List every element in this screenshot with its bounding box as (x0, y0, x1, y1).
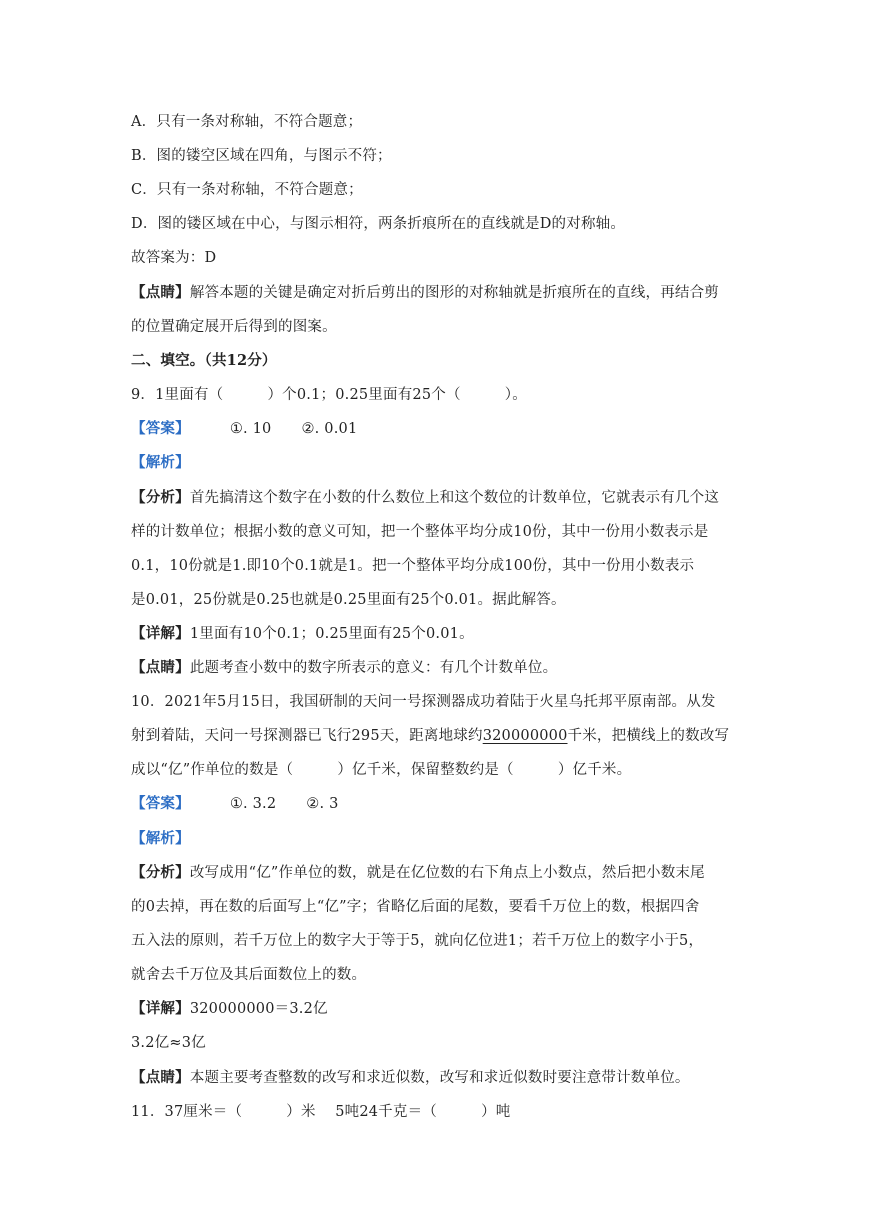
dianjing-tag: 【点睛】 (131, 284, 190, 301)
answer-1: ①. 3.2 (229, 796, 277, 812)
answer-tag: 【答案】 (131, 795, 190, 812)
q9-fenxi-line-3: 0.1，10份就是1.即10个0.1就是1。把一个整体平均分成100份，其中一份用小数表示 (131, 558, 695, 574)
option-c: C．只有一条对称轴，不符合题意； (131, 182, 363, 198)
question-text: 射到着陆，天问一号探测器已飞行295天，距离地球约 (131, 728, 483, 744)
fenxi-text: 首先搞清这个数字在小数的什么数位上和这个数位的计数单位，它就表示有几个这 (189, 490, 720, 506)
option-a: A．只有一条对称轴，不符合题意； (131, 114, 363, 130)
dianjing-text: 解答本题的关键是确定对折后剪出的图形的对称轴就是折痕所在的直线，再结合剪 (189, 285, 720, 301)
answer-1: ①. 10 (229, 421, 272, 437)
fenxi-tag: 【分析】 (131, 864, 190, 881)
q9-question: 9．1里面有（ ）个0.1；0.25里面有25个（ ）。 (131, 387, 527, 403)
q9-fenxi-line-1 (131, 488, 719, 508)
xiangjie-text: 1里面有10个0.1；0.25里面有25个0.01。 (189, 626, 474, 642)
prev-answer: 故答案为：D (131, 250, 217, 266)
q10-answer (131, 794, 339, 814)
q9-jiexi-tag: 【解析】 (131, 454, 190, 471)
q9-fenxi-line-2: 样的计数单位；根据小数的意义可知，把一个整体平均分成10份，其中一份用小数表示是 (131, 524, 709, 540)
q9-dianjing (131, 658, 557, 678)
xiangjie-text: 320000000＝3.2亿 (189, 1001, 328, 1017)
section-title: 二、填空。（共12分） (131, 352, 277, 369)
q9-xiangjie (131, 624, 474, 644)
fenxi-text: 改写成用“亿”作单位的数，就是在亿位数的右下角点上小数点，然后把小数末尾 (189, 865, 705, 881)
option-d: D．图的镂区域在中心，与图示相符，两条折痕所在的直线就是D的对称轴。 (131, 216, 626, 232)
q10-question-line-2 (131, 726, 729, 746)
dianjing-text: 此题考查小数中的数字所表示的意义：有几个计数单位。 (189, 660, 558, 676)
q10-question-line-3: 成以“亿”作单位的数是（ ）亿千米，保留整数约是（ ）亿千米。 (131, 762, 632, 778)
q10-dianjing (131, 1068, 690, 1088)
q10-fenxi-line-2: 的0去掉，再在数的后面写上“亿”字；省略亿后面的尾数，要看千万位上的数，根据四舍 (131, 899, 700, 915)
q9-answer (131, 419, 357, 439)
q10-xiangjie-line-2: 3.2亿≈3亿 (131, 1035, 206, 1051)
xiangjie-tag: 【详解】 (131, 1000, 190, 1017)
q10-fenxi-line-3: 五入法的原则，若千万位上的数字大于等于5，就向亿位进1；若千万位上的数字小于5， (131, 933, 704, 949)
question-text: 千米，把横线上的数改写 (567, 728, 730, 744)
q10-fenxi-line-1 (131, 863, 705, 883)
q10-xiangjie (131, 999, 328, 1019)
q10-fenxi-line-4: 就舍去千万位及其后面数位上的数。 (131, 967, 367, 983)
q9-fenxi-line-4: 是0.01，25份就是0.25也就是0.25里面有25个0.01。据此解答。 (131, 592, 566, 608)
option-b: B．图的镂空区域在四角，与图示不符； (131, 148, 392, 164)
q10-jiexi-tag: 【解析】 (131, 830, 190, 847)
dianjing-text: 本题主要考查整数的改写和求近似数，改写和求近似数时要注意带计数单位。 (189, 1070, 690, 1086)
answer-2: ②. 0.01 (301, 421, 358, 437)
answer-2: ②. 3 (306, 796, 339, 812)
q10-question-line-1: 10．2021年5月15日，我国研制的天问一号探测器成功着陆于火星乌托邦平原南部。从发 (131, 694, 716, 710)
prev-dianjing-line-1 (131, 283, 719, 303)
xiangjie-tag: 【详解】 (131, 625, 190, 642)
underlined-number: 320000000 (482, 728, 568, 744)
fenxi-tag: 【分析】 (131, 489, 190, 506)
prev-dianjing-line-2: 的位置确定展开后得到的图案。 (131, 319, 337, 335)
dianjing-tag: 【点睛】 (131, 1069, 190, 1086)
q11-question: 11．37厘米＝（ ）米 5吨24千克＝（ ）吨 (131, 1104, 511, 1120)
answer-tag: 【答案】 (131, 420, 190, 437)
dianjing-tag: 【点睛】 (131, 659, 190, 676)
